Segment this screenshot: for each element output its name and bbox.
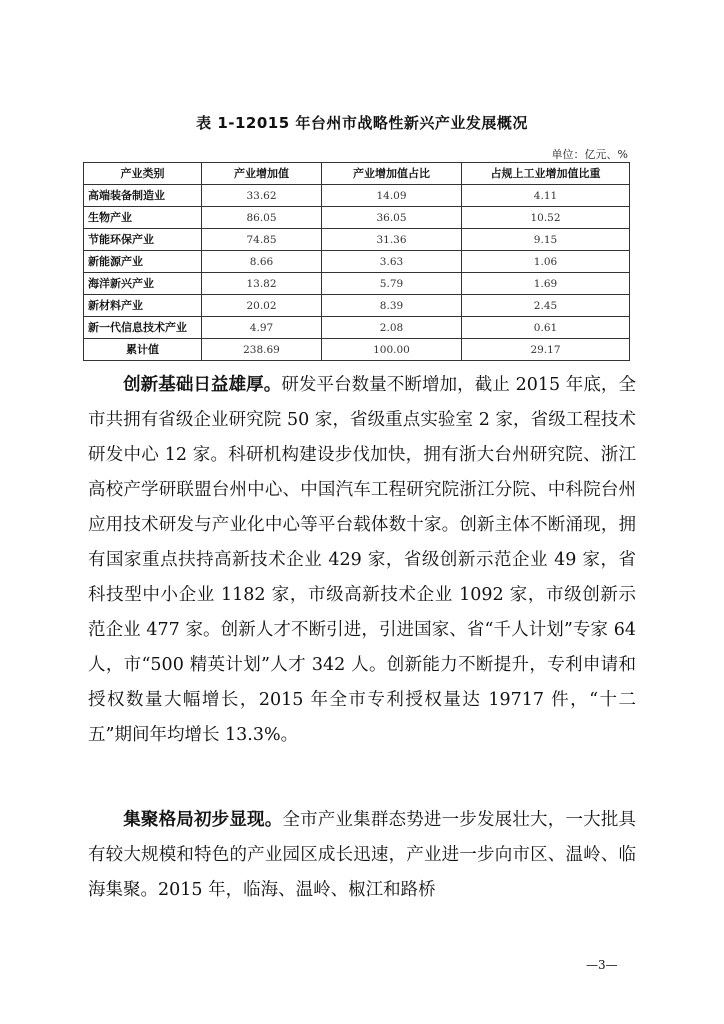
ratio-cell: 9.15 (462, 229, 630, 251)
table-header-row (84, 163, 630, 185)
table-row (84, 273, 630, 295)
share-cell: 5.79 (322, 273, 462, 295)
value-cell: 20.02 (202, 295, 322, 317)
unit-note: 单位：亿元、% (551, 148, 628, 161)
page-number: —3— (586, 958, 618, 972)
category-cell: 新一代信息技术产业 (84, 317, 202, 339)
category-cell: 累计值 (84, 339, 202, 361)
ratio-cell: 1.06 (462, 251, 630, 273)
paragraph-lead: 集聚格局初步显现。 (123, 810, 283, 830)
value-cell: 33.62 (202, 185, 322, 207)
table-title: 表 1-12015 年台州市战略性新兴产业发展概况 (196, 114, 528, 132)
category-cell: 节能环保产业 (84, 229, 202, 251)
ratio-cell: 29.17 (462, 339, 630, 361)
value-cell: 13.82 (202, 273, 322, 295)
value-cell: 238.69 (202, 339, 322, 361)
paragraph-clustering (88, 803, 636, 908)
ratio-cell: 4.11 (462, 185, 630, 207)
share-cell: 8.39 (322, 295, 462, 317)
share-cell: 100.00 (322, 339, 462, 361)
column-header: 占规上工业增加值比重 (462, 163, 630, 185)
share-cell: 14.09 (322, 185, 462, 207)
column-header: 产业增加值占比 (322, 163, 462, 185)
table-row (84, 251, 630, 273)
share-cell: 2.08 (322, 317, 462, 339)
category-cell: 新能源产业 (84, 251, 202, 273)
value-cell: 4.97 (202, 317, 322, 339)
table-total-row (84, 339, 630, 361)
paragraph-text: 全市产业集群态势进一步发展壮大，一大批具有较大规模和特色的产业园区成长迅速，产业进一步向市区、温岭、临海集聚。2015 年，临海、温岭、椒江和路桥 (88, 810, 637, 900)
paragraph-text: 研发平台数量不断增加，截止 2015 年底，全市共拥有省级企业研究院 50 家，省级重点实验室 2 家，省级工程技术研发中心 12 家。科研机构建设步伐加快，拥有浙大台州研究院、浙江高校产学研联盟台州中心、中国汽车工程研究院浙江分院、中科院台州应用技术研发与产业化中心等平台载体数十家。创新主体不断涌现，拥有国家重点扶持高新技术企业 429 家，省级创新示范企业 49 家，省科技型中小企业 1182 家，市级高新技术企业 1092 家，市级创新示范企业 477 家。创新人才不断引进，引进国家、省“千人计划”专家 64 人，市“500 精英计划”人才 342 人。创新能力不断提升，专利申请和授权数量大幅增长，2015 年全市专利授权量达 19717 件，“十二五”期间年均增长 13.3%。 (88, 375, 637, 745)
ratio-cell: 10.52 (462, 207, 630, 229)
table-row (84, 317, 630, 339)
category-cell: 海洋新兴产业 (84, 273, 202, 295)
paragraph-innovation (88, 368, 636, 753)
value-cell: 86.05 (202, 207, 322, 229)
table-row (84, 207, 630, 229)
value-cell: 74.85 (202, 229, 322, 251)
column-header: 产业类别 (84, 163, 202, 185)
table-row (84, 295, 630, 317)
value-cell: 8.66 (202, 251, 322, 273)
category-cell: 生物产业 (84, 207, 202, 229)
ratio-cell: 0.61 (462, 317, 630, 339)
share-cell: 36.05 (322, 207, 462, 229)
column-header: 产业增加值 (202, 163, 322, 185)
industry-table (83, 162, 630, 361)
category-cell: 高端装备制造业 (84, 185, 202, 207)
paragraph-lead: 创新基础日益雄厚。 (123, 375, 282, 395)
ratio-cell: 1.69 (462, 273, 630, 295)
category-cell: 新材料产业 (84, 295, 202, 317)
share-cell: 31.36 (322, 229, 462, 251)
share-cell: 3.63 (322, 251, 462, 273)
table-row (84, 229, 630, 251)
ratio-cell: 2.45 (462, 295, 630, 317)
table-row (84, 185, 630, 207)
